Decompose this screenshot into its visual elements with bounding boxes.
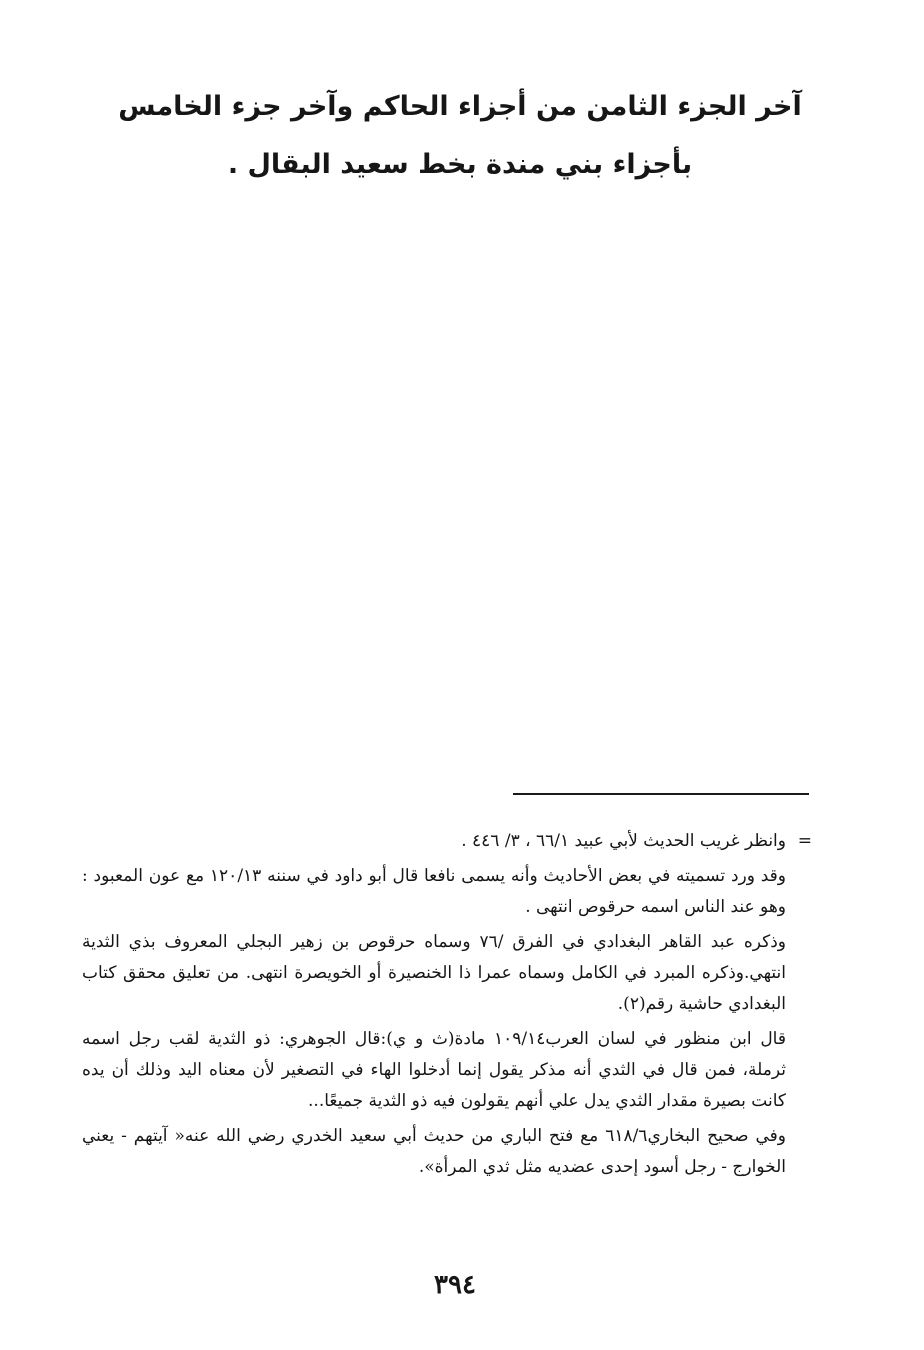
footnote-paragraph: وقد ورد تسميته في بعض الأحاديث وأنه يسمى نافعا قال أبو داود في سننه ١٢٠/١٣ مع عون المعبود : وهو عند الناس اسمه حرقوص انتهى .: [82, 866, 786, 917]
colophon-line-2: بأجزاء بني مندة بخط سعيد البقال .: [227, 149, 693, 180]
page-number: ٣٩٤: [434, 1270, 476, 1300]
continuation-mark: =: [797, 831, 812, 851]
footnote-paragraph: وذكره عبد القاهر البغدادي في الفرق /٧٦ وسماه حرقوص بن زهير البجلي المعروف بذي الثدية انتهي.وذكره المبرد في الكامل وسماه عمرا ذا الخنصيرة أو الخويصرة انتهى. من تعليق محقق كتاب البغدادي حاشية رقم(٢).: [82, 932, 787, 1014]
footnote-paragraph: وفي صحيح البخاري٦١٨/٦ مع فتح الباري من حديث أبي سعيد الخدري رضي الله عنه« آيتهم - يعني الخوارج - رجل أسود إحدى عضديه مثل ثدي المرأة».: [82, 1126, 786, 1177]
footnote-text: وانظر غريب الحديث لأبي عبيد ٦٦/١ ، ٣/ ٤٤٦ .: [461, 831, 786, 851]
colophon-line-1: آخر الجزء الثامن من أجزاء الحاكم وآخر جزء الخامس: [118, 91, 802, 122]
footnote-paragraph: [82, 826, 812, 857]
colophon: [110, 78, 810, 194]
footnote-separator: [513, 793, 809, 795]
footnote-paragraph: قال ابن منظور في لسان العرب١٠٩/١٤ مادة(ث و ي):قال الجوهري: ذو الثدية لقب رجل اسمه ثرملة، فمن قال في الثدي أنه مذكر يقول إنما أدخلوا الهاء في التصغير لأن معناه اليد وذلك أن يده كانت بصيرة مقدار الثدي يدل علي أنهم يقولون فيه ذو الثدية جميعًا...: [82, 1029, 786, 1111]
footnotes: [82, 826, 812, 1187]
